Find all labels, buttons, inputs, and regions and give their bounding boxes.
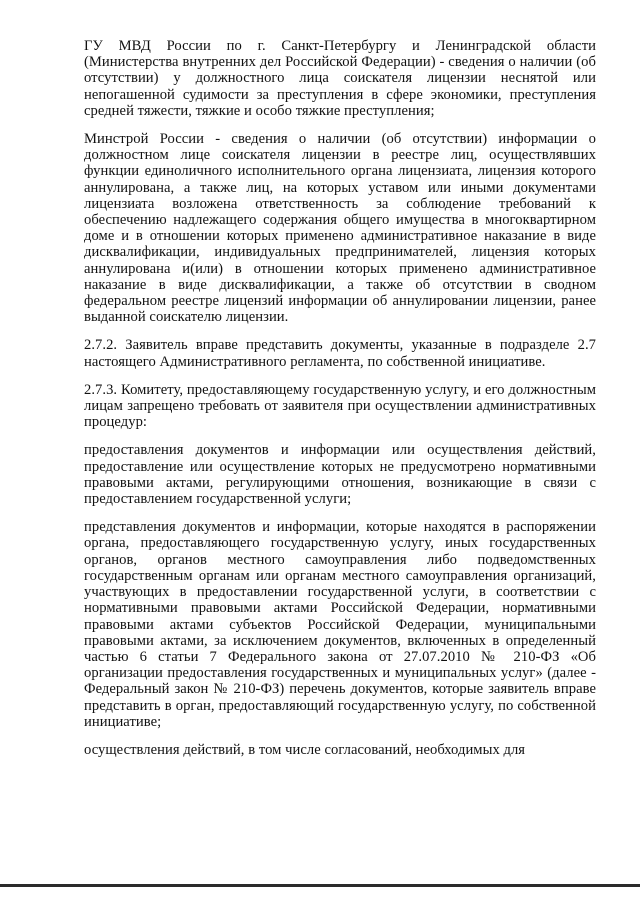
paragraph-prohibition-1: предоставления документов и информации или осуществления действий, предоставление или осуществление которых не предусмотрено нормативными правовыми актами, регулирующими отношения, возникающие в связи с предоставлением государственной услуги;	[84, 442, 596, 508]
paragraph-mvd-info: ГУ МВД России по г. Санкт-Петербургу и Ленинградской области (Министерства внутренних дел Российской Федерации) - сведения о наличии (об отсутствии) у должностного лица соискателя лицензии неснятой или непогашенной судимости за преступления в сфере экономики, преступления средней тяжести, тяжкие и особо тяжкие преступления;	[84, 38, 596, 119]
paragraph-2-7-3: 2.7.3. Комитету, предоставляющему государственную услугу, и его должностным лицам запрещено требовать от заявителя при осуществлении административных процедур:	[84, 381, 596, 431]
scan-bottom-edge	[0, 884, 640, 887]
paragraph-prohibition-2: представления документов и информации, которые находятся в распоряжении органа, предоставляющего государственную услугу, иных государственных органов, органов местного самоуправления либо подведомственных государственным органам или органам местного самоуправления организаций, участвующих в предоставлении государственной услуги, в соответствии с нормативными правовыми актами Российской Федерации, нормативными правовыми актами субъектов Российской Федерации, муниципальными правовыми актами, за исключением документов, включенных в определенный частью 6 статьи 7 Федерального закона от 27.07.2010 № 210-ФЗ «Об организации предоставления государственных и муниципальных услуг» (далее - Федеральный закон № 210-ФЗ) перечень документов, которые заявитель вправе представить в орган, предоставляющий государственную услугу, по собственной инициативе;	[84, 519, 596, 730]
paragraph-minstroy-info: Минстрой России - сведения о наличии (об отсутствии) информации о должностном лице соискателя лицензии в реестре лиц, осуществлявших функции единоличного исполнительного органа лицензиата, лицензия которого аннулирована, а также лиц, на которых уставом или иными документами лицензиата возложена ответственность за соблюдение требований к обеспечению надлежащего содержания общего имущества в многоквартирном доме и в отношении которых применено административное наказание в виде дисквалификации, индивидуальных предпринимателей, лицензия которых аннулирована и(или) в отношении которых применено административное наказание в виде дисквалификации, а также об отсутствии в сводном федеральном реестре лицензий информации об аннулировании лицензии, ранее выданной соискателю лицензии.	[84, 131, 596, 326]
document-page	[84, 38, 596, 758]
paragraph-prohibition-3: осуществления действий, в том числе согласований, необходимых для	[84, 741, 526, 758]
paragraph-2-7-2: 2.7.2. Заявитель вправе представить документы, указанные в подразделе 2.7 настоящего Административного регламента, по собственной инициативе.	[84, 337, 596, 370]
